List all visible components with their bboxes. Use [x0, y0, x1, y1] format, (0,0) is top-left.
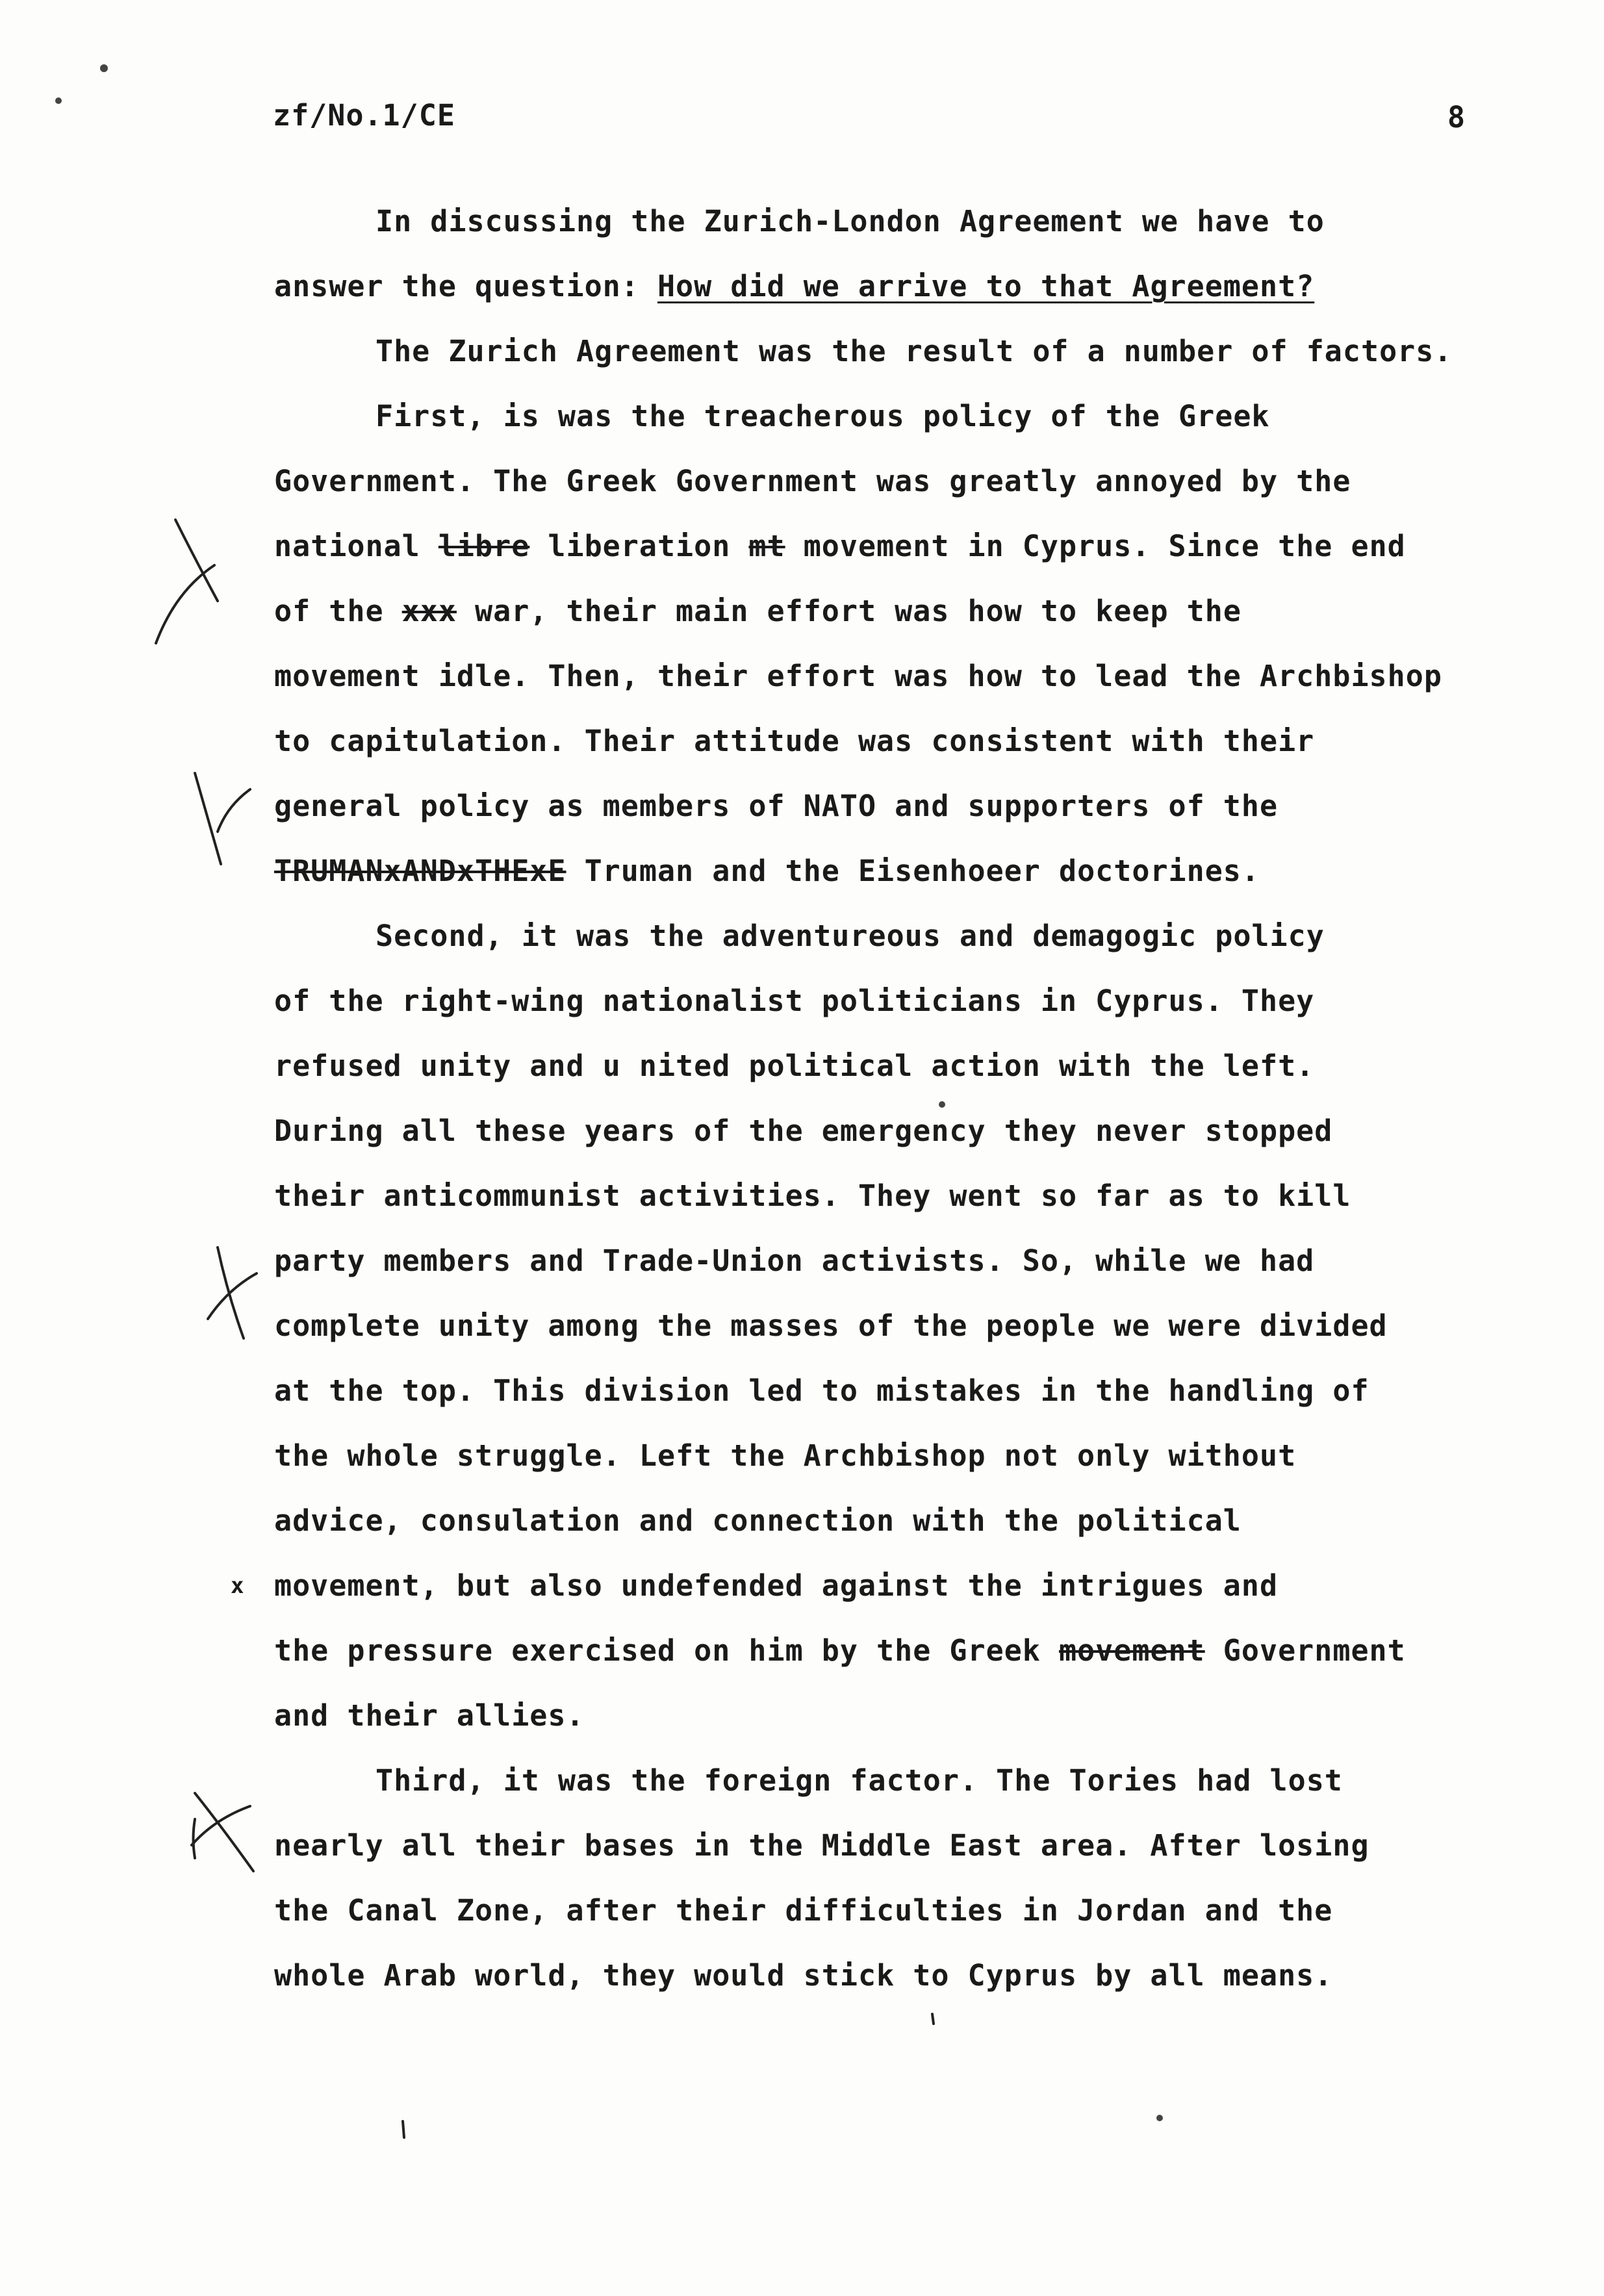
- margin-cross-mark: [175, 520, 218, 601]
- text-line: During all these years of the emergency they never stopped: [274, 1114, 1333, 1148]
- text-line: to capitulation. Their attitude was consistent with their: [274, 724, 1315, 758]
- struck-word: libre: [438, 529, 530, 563]
- text-line: party members and Trade-Union activists. So, while we had: [274, 1244, 1315, 1278]
- text-line: complete unity among the masses of the people we were divided: [274, 1308, 1388, 1343]
- stray-mark: [403, 2121, 404, 2137]
- speck: [1156, 2115, 1163, 2121]
- text-line: movement, but also undefended against the intrigues and: [274, 1568, 1279, 1603]
- margin-x-mark: x: [231, 1573, 245, 1599]
- text-line: answer the question: How did we arrive to that Agreement?: [274, 269, 1315, 303]
- text-line: movement idle. Then, their effort was how to lead the Archbishop: [274, 659, 1442, 693]
- text-line: of the xxx war, their main effort was how to keep the: [274, 594, 1241, 628]
- text-line: The Zurich Agreement was the result of a number of factors.: [376, 334, 1453, 368]
- stray-mark: [932, 2014, 934, 2024]
- page-number: 8: [1447, 100, 1466, 134]
- margin-cross-mark: [218, 789, 250, 832]
- text-line: nearly all their bases in the Middle East area. After losing: [274, 1828, 1369, 1863]
- margin-cross-mark: [195, 773, 221, 864]
- text-line: the pressure exercised on him by the Greek movement Government: [274, 1633, 1406, 1668]
- text-line: national libre liberation mt movement in Cyprus. Since the end: [274, 529, 1406, 563]
- text-line: at the top. This division led to mistakes in the handling of: [274, 1373, 1369, 1408]
- speck: [55, 97, 62, 104]
- text-line: whole Arab world, they would stick to Cyprus by all means.: [274, 1958, 1333, 1993]
- document-reference: zf/No.1/CE: [273, 98, 455, 133]
- margin-cross-mark: [194, 1819, 196, 1858]
- text-line: and their allies.: [274, 1698, 585, 1733]
- text-line: TRUMANxANDxTHExE Truman and the Eisenhoeer doctorines.: [274, 854, 1260, 888]
- text-line: Third, it was the foreign factor. The Tories had lost: [376, 1763, 1343, 1798]
- speck: [939, 1101, 945, 1108]
- text-line: the whole struggle. Left the Archbishop not only without: [274, 1438, 1297, 1473]
- struck-word: xxx: [401, 594, 457, 628]
- struck-word: mt: [748, 529, 785, 563]
- text-line: general policy as members of NATO and supporters of the: [274, 789, 1279, 823]
- text-line: Government. The Greek Government was greatly annoyed by the: [274, 464, 1351, 498]
- text-line: advice, consulation and connection with the political: [274, 1503, 1241, 1538]
- underlined-question: How did we arrive to that Agreement?: [657, 269, 1315, 303]
- text-line: refused unity and u nited political action with the left.: [274, 1049, 1315, 1083]
- text-line: their anticommunist activities. They went so far as to kill: [274, 1179, 1351, 1213]
- speck: [100, 64, 108, 72]
- text-line: First, is was the treacherous policy of the Greek: [376, 399, 1270, 433]
- text-line: In discussing the Zurich-London Agreement we have to: [376, 204, 1325, 238]
- struck-word: TRUMANxANDxTHExE: [274, 854, 566, 888]
- text-line: Second, it was the adventureous and demagogic policy: [376, 919, 1325, 953]
- text-line: the Canal Zone, after their difficulties in Jordan and the: [274, 1893, 1333, 1928]
- text-line: of the right-wing nationalist politicians in Cyprus. They: [274, 984, 1315, 1018]
- struck-word: movement: [1058, 1633, 1205, 1668]
- margin-cross-mark: [208, 1273, 257, 1319]
